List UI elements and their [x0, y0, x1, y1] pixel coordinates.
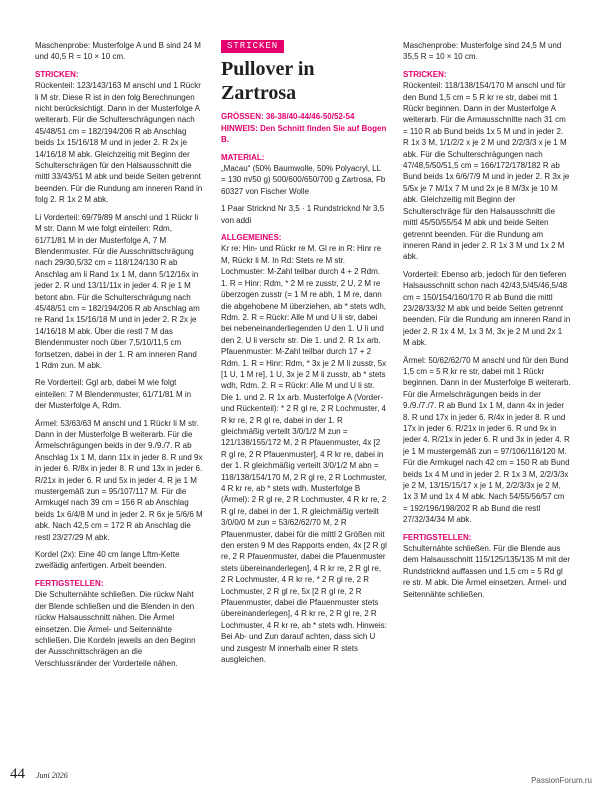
- section-heading-fertigstellen-2: FERTIGSTELLEN:: [403, 532, 472, 542]
- sleeve-paragraph-2: Ärmel: 50/62/62/70 M anschl und für den Bund 1,5 cm = 5 R kr re str, dabei mit 1 Rückr beginnen. Dann in der Musterfolge B weiterarb. Für die Ärmelschrägungen beids in der 9./9./7./7. R ab Bund 1x 1 M, dann 4x in jeder 8. R und 17x in jeder 6. R/4x in jeder 8. R und 17x in jeder 6. R/21x in jeder 6. R und 9x in jeder 4. R/21x in jeder 6. R und 3x in jeder 4. R je 1 M mustergemäß zun = 97/106/116/120 M. Für die Armkugel nach 42 cm = 150 R ab Bund beids 1x 4 M und in jeder 2. R 1x 3 M, 2/2/3/3x je 2 M, 13/15/15/17 x je 1 M, 2/2/3/3x je 2 M, 1x 3 M und 1x 4 M abk. Nach 54/55/56/57 cm = 192/196/198/202 R ab Bund die restl 27/32/34/34 M abk.: [403, 355, 571, 525]
- needles-paragraph: 1 Paar Stricknd Nr 3,5 · 1 Rundstricknd Nr 3,5 von addi: [221, 204, 385, 225]
- issue-date: Juni 2026: [36, 771, 68, 780]
- sizes-line: GRÖSSEN: 36-38/40-44/46-50/52-54: [221, 112, 355, 122]
- page-number: 44: [10, 766, 25, 782]
- section-heading-stricken-2: STRICKEN:: [403, 69, 447, 79]
- back-piece-paragraph: Rückenteil: 123/143/163 M anschl und 1 Rückr li M str. Diese R ist in den folg Berechnungen nicht berücksichtigt. Dann in der Musterfolge A weiterarb. Für die Schulterschrägungen nach 45/48/51 cm = 182/194/206 R ab Anschlag beids 1x 15/16/18 M und in jeder 2. R 2x je 14/16/18 M abk. Gleichzeitig mit Beginn der Schulterschrägen für den Halsausschnitt die mittl 33/43/51 M abk und beide Seiten getrennt beenden. Für die Rundung am inneren Rand in folg 2. R 1x 2 M abk.: [35, 81, 203, 205]
- back-piece-paragraph-2: Rückenteil: 118/138/154/170 M anschl und für den Bund 1,5 cm = 5 R kr re str, dabei mit 1 Rückr beginnen. Dann in der Musterfolge A weiterarb. Für die Armausschnitte nach 31 cm = 110 R ab Bund beids 1x 5 M und in jeder 2. R 1x 3 M, 1/1/2/2 x je 2 M und 2/2/3/3 x je 1 M abk. Für die Schulterschrägungen nach 47/48,5/50/51,5 cm = 166/172/178/182 R ab Bund beids 1x 6/6/7/9 M und in jeder 2. R 3x je 5/5x je 7 M/1x 7 M und 2x je 8 M/3x je 10 M abk. Gleichzeitig mit Beginn der Schulterschräge für den Halsausschnitt die mittl 45/50/55/54 M abk und beide Seiten getrennt beenden. Für die Rundung am inneren Rand in jeder 2. R 1x 3 M und 1x 2 M abk.: [403, 81, 570, 262]
- gauge-paragraph-2: Maschenprobe: Musterfolge sind 24,5 M und 35,5 R = 10 × 10 cm.: [403, 41, 562, 62]
- section-heading-allgemeines: ALLGEMEINES:: [221, 233, 282, 243]
- article-title: Pullover in Zartrosa: [221, 58, 315, 105]
- general-paragraph: Kr re: Hin- und Rückr re M. Gl re in R: Hinr re M, Rückr li M. In Rd: Stets re M str. Lochmuster: M-Zahl teilbar durch 4 + 2 Rdm. 1. R = Hinr: Rdm, * 2 M re zusstr, 2 U, 2 M re überzogen zusstr (= 1 M re abh, 1 M re, dann die abgehobene M überziehen, ab * stets wdh, Rdm. 2. R = Rückr: Alle M und U li str, dabei bei nebeneinanderliegenden U den 1. U li und den 2. U li verschr str. Die 1. und 2. R 1x arb. Pfauenmuster: M-Zahl teilbar durch 17 + 2 Rdm. 1. R = Hinr: Rdm, * 3x je 2 M li zusstr, 5x [1 U, 1 M re], 1 U, 3x je 2 M li zusstr, ab * stets wdh, Rdm. 2. R = Rückr: Alle M und U li str. Die 1. und 2. R 1x arb. Musterfolge A (Vorder- und Rückenteil): * 2 R gl re, 2 R Lochmuster, 4 R kr re, 2 R gl re, dabei in der 1. R gleichmäßig verteilt 3/0/1/2 M zun = 121/138/155/172 M, 2 R Pfauenmuster, 4x [2 R gl re, 2 R Pfauenmuster], 4 R kr re, dabei in der 1. R gleichmäßig verteilt 3/0/1/2 M abn = 118/138/154/170 M, 2 R gl re, 2 R Lochmuster, 4 R kr re, ab * stets wdh. Musterfolge B (Ärmel): 2 R gl re, 2 R Lochmuster, 4 R kr re, 2 R gl re, dabei in der 1. R gleichmäßig verteilt 3/0/0/0 M zun = 53/62/62/70 M, 2 R Pfauenmuster, dabei für die mittl 2 Größen mit den ersten 9 M des Rapports enden, 4x [2 R gl re, 2 R Pfauenmuster, dabei die Pfauenmuster stets übereinanderlegen], 4 R kr re, 2 R gl re, 2 R Lochmuster, 4 R kr re, * 2 R gl re, 2 R Lochmuster, 2 R gl re, 5x [2 R gl re, 2 R Pfauenmuster, dabei die Pfauenmuster stets übereinanderlegen], 4 R kr re, 2 R gl re, 2 R Lochmuster, 4 R kr re, ab * stets wdh. Hinweis: Bei Ab- und Zun darauf achten, dass sich U und zusgestr M innerhalb einer R stets ausgleichen.: [221, 244, 387, 665]
- section-heading-stricken: STRICKEN:: [35, 69, 79, 79]
- hint-line: HINWEIS: Den Schnitt finden Sie auf Bogen B.: [221, 123, 387, 145]
- watermark: PassionForum.ru: [531, 776, 592, 785]
- cord-paragraph: Kordel (2x): Eine 40 cm lange Lftm-Kette zweifädig anfertigen. Arbeit beenden.: [35, 550, 180, 571]
- category-tag: STRICKEN: [221, 40, 284, 53]
- left-column: [35, 40, 203, 675]
- finishing-paragraph-2: Schulternähte schließen. Für die Blende aus dem Halsausschnitt 115/125/135/135 M mit der Rundstricknd auffassen und 1,5 cm = 5 Rd gl re str. M abk. Die Ärmel einsetzen. Ärmel- und Seitennähte schließen.: [403, 544, 571, 599]
- right-front-paragraph: Re Vorderteil: Ggl arb, dabei M wie folgt einteilen: 7 M Blendenmuster, 61/71/81 M in der Musterfolge A, Rdm.: [35, 378, 192, 411]
- left-front-paragraph: Li Vorderteil: 69/79/89 M anschl und 1 Rückr li M str. Dann M wie folgt einteilen: Rdm, 61/71/81 M in der Musterfolge A, 7 M Blendenmuster. Für die Ausschnittschrägung nach 29/30,5/32 cm = 118/124/130 R ab Anschlag am li Rand 1x 1 M, dann 5/12/16x in jeder 2. R und 13/11/11x in jeder 4. R je 1 M betont abn. Für die Schulterschrägung nach 45/48/51 cm = 182/194/206 R ab Anschlag am re Rand 1x 15/16/18 M und in jeder 2. R 2x je 14/16/18 M abk. Über die restl 7 M das Blendenmuster noch über 7,5/10/11,5 cm fortsetzen, dabei in der 1. R am inneren Rand 1 Rdm zun. M abk.: [35, 212, 200, 370]
- section-heading-material: MATERIAL:: [221, 152, 265, 162]
- section-heading-fertigstellen: FERTIGSTELLEN:: [35, 578, 104, 588]
- sleeve-paragraph: Ärmel: 53/63/63 M anschl und 1 Rückr li M str. Dann in der Musterfolge B weiterarb. Für die Ärmelschrägungen beids in der 9./9./7. R ab Anschlag 1x 1 M, dann 11x in jeder 8. R und 9x in jeder 6. R/8x in jeder 8. R und 13x in jeder 6. R/21x in jeder 6. R und 5x in jeder 4. R je 1 M mustergemäß zun = 95/107/117 M. Für die Armkugel nach 39 cm = 156 R ab Anschlag beids 1x 6/4/8 M und in jeder 2. R 6x je 5/6/6 M abk. Nach 42,5 cm = 172 R ab Anschlag die restl 23/27/29 M abk.: [35, 418, 203, 542]
- material-paragraph: „Macau“ (50% Baumwolle, 50% Polyacryl, LL = 130 m/50 g) 500/600/650/700 g Zartrosa, Fb 60327 von Fischer Wolle: [221, 164, 386, 196]
- gauge-paragraph: Maschenprobe: Musterfolge A und B sind 24 M und 40,5 R = 10 × 10 cm.: [35, 41, 201, 62]
- right-column: [403, 40, 571, 606]
- finishing-paragraph: Die Schulternähte schließen. Die rückw Naht der Blende schließen und die Blenden in den rückw Halsausschnitt nähen. Die Ärmel einsetzen. Die Ärmel- und Seitennähte schließen. Die Kordeln jeweils an den Beginn der Ausschnittschrägen an die Verschlussränder der Vorderteile nähen.: [35, 590, 196, 668]
- front-piece-paragraph-2: Vorderteil: Ebenso arb, jedoch für den tieferen Halsausschnitt schon nach 42/43,5/45/46,5/48 cm = 150/154/160/170 R ab Bund die mittl 23/28/33/32 M abk und beide Seiten getrennt beenden. Für die Rundung am inneren Rand in jeder 2. R 1x 4 M, 1x 3 M, 3x je 2 M und 2x 1 M abk.: [403, 269, 571, 348]
- middle-column: [221, 40, 387, 672]
